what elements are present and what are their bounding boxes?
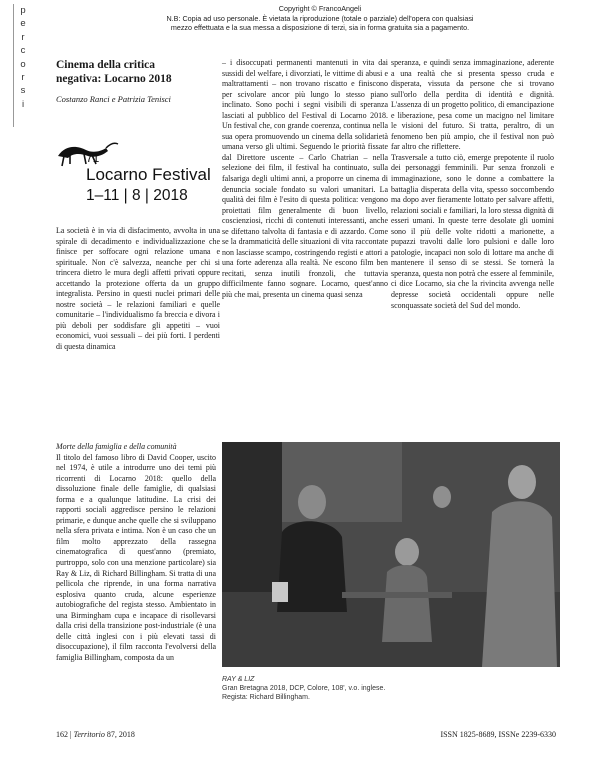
page-footer-left [56, 730, 135, 739]
paragraph: Trasversale a tutto ciò, emerge prepotente il ruolo dei personaggi femminili. Pur senza fronzoli e immaginazione, sono le donne a combattere la battaglia disperata della vita, spesso soccombendo ma dopo aver fieramente lottato per salvare affetti, relazioni sociali e familiari, la loro stessa dignità di esseri umani. In queste terre desolate gli uomini sono il più delle volte ridotti a marionette, a pupazzi travolti dalle loro pulsioni e dalle loro patologie, incapaci non solo di lottare ma anche di mantenere il senso di se stessi. Se tornerà la speranza, questa non potrà che essere al femminile, ci dice Locarno, sia che la rivincita avvenga nelle depresse società occidentali oppure nelle sconquassate società del Sud del mondo. [391, 152, 554, 310]
section-tab-letter: e [20, 18, 26, 30]
photo-caption [222, 675, 522, 702]
notice-line-1: N.B: Copia ad uso personale. È vietata la riproduzione (totale o parziale) dell'opera con qualsiasi [166, 13, 474, 23]
title-line-1: Cinema della critica [56, 59, 156, 71]
issn: ISSN 1825-8689, ISSNe 2239-6330 [440, 730, 556, 739]
section-tab-letter: s [20, 85, 26, 97]
section-tab-letter: c [20, 45, 26, 57]
paragraph: speranza, e quindi senza immaginazione, aderente a una realtà che si presenta spesso cruda e disperata, vissuta da persone che si trovano sull'orlo della perdita di identità e dignità. L'assenza di un progetto politico, di emancipazione e liberazione, pesa come un macigno nel limitare le visioni del futuro. Si tratta, peraltro, di un fenomeno ben più ampio, che il festival non può far altro che riflettere. [391, 58, 554, 152]
section-tab-letter: o [20, 58, 26, 70]
logo-dates: 1–11 | 8 | 2018 [86, 187, 188, 204]
section-tab-letter: i [21, 98, 25, 110]
section-heading: Morte della famiglia e della comunità [56, 442, 177, 451]
page-number: 162 [56, 730, 68, 739]
body-column-2 [222, 58, 388, 301]
paragraph: Il titolo del famoso libro di David Cooper, uscito nel 1974, è utile a introdurre uno dei temi più ricorrenti di Locarno 2018: quello della dissoluzione finale delle famiglie, di qualsiasi forma e a qualunque latitudine. La crisi dei rapporti sociali aggredisce persino le relazioni primarie, e dunque anche quelle che si sviluppano nella sfera privata e intima. Non è un caso che un film molto apprezzato della rassegna cinematografica di quest'anno (premiato, purtroppo, solo con una menzione particolare) sia Ray & Liz, di Richard Billingham. Si tratta di una pellicola che riprende, in una forma narrativa esplosiva quanto cruda, alcune esperienze autobiografiche del regista stesso. Ambientato in una Birmingham cupa e incapace di risollevarsi dalla crisi della transizione post-industriale (è una delle città inglesi con i più elevati tassi di disoccupazione), il film racconta l'evolversi della famiglia Billingham, composta da un [56, 452, 216, 662]
body-column-3 [391, 58, 554, 311]
locarno-festival-logo [56, 140, 226, 210]
caption-director: Regista: Richard Billingham. [222, 694, 310, 701]
body-column-4 [56, 442, 216, 663]
copyright-header [70, 4, 570, 33]
article-authors: Costanzo Ranci e Patrizia Tenisci [56, 94, 171, 104]
footer-separator: | [70, 730, 74, 739]
paragraph: La società è in via di disfacimento, avvolta in una spirale di decadimento e individualizzazione che finisce per soffocare ogni relazione umana e spirituale. Non c'è salvezza, neanche per chi si trincera dietro le mura degli affetti privati oppure accettando la protezione offerta da un gruppo integralista. Persino in questi nuclei primari delle nostre società – le relazioni familiari e quelle comunitarie – l'individualismo fa breccia e divora i più deboli per soddisfare gli appetiti – vuoi economici, vuoi sessuali – dei più forti. I perdenti di questa dinamica [56, 226, 220, 352]
section-tab-letter: p [20, 5, 26, 16]
film-still-photo [222, 442, 560, 667]
logo-edition: 71 [86, 151, 100, 165]
caption-title: RAY & LIZ [222, 676, 255, 683]
caption-details: Gran Bretagna 2018, DCP, Colore, 108', v.o. inglese. [222, 685, 386, 692]
article-title [56, 58, 216, 86]
journal-issue: 87, 2018 [104, 730, 135, 739]
section-tab-letter: r [21, 72, 25, 84]
journal-name: Territorio [73, 730, 105, 739]
logo-name: Locarno Festival [86, 165, 211, 184]
notice-line-2: mezzo effettuata e la sua messa a disposizione di terzi, sia in forma gratuita sia a pagamento. [170, 23, 470, 32]
title-line-2: negativa: Locarno 2018 [56, 73, 172, 85]
section-tab [13, 4, 32, 127]
copyright-line: Copyright © FrancoAngeli [278, 4, 362, 13]
section-tab-letter: r [21, 31, 25, 43]
paragraph: – i disoccupati permanenti mantenuti in vita dai sussidi del welfare, i divorziati, le vittime di abusi e maltrattamenti – non trovano riscatto e finiscono per scivolare ancor più lungo lo stesso piano inclinato. Sono pochi i segni visibili di speranza lasciati al pubblico del Festival di Locarno 2018. Un festival che, con grande coerenza, continua nella sua opera promuovendo un cinema della solidarietà umana verso gli ultimi. Seguendo le priorità fissate dal Direttore uscente – Carlo Chatrian – nella selezione dei film, il festival ha continuato, sulla falsariga degli ultimi anni, a proporre un cinema di denuncia sociale fondato su valori umanitari. La qualità dei film è l'esito di questa politica: vengono proiettati film generalmente di buon livello, coscienziosi, ricchi di contenuti interessanti, anche se difettano talvolta di fantasia e di azzardo. Come se la drammaticità delle situazioni di vita raccontate non lasciasse scampo, costringendo registi e attori a una forte aderenza alla realtà. Ne escono film ben recitati, senza inutili fronzoli, che tuttavia difficilmente fanno sognare. Locarno, quest'anno più che mai, presenta un cinema quasi senza [222, 58, 388, 300]
body-column-1 [56, 226, 220, 353]
